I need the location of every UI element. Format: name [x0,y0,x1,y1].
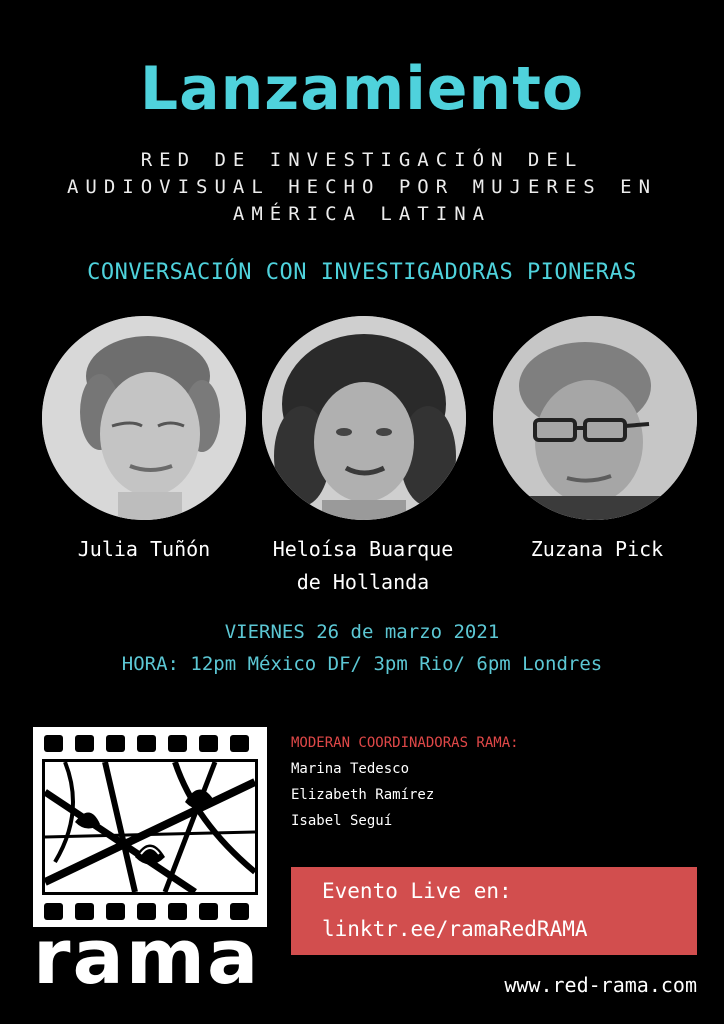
moderator-name: Elizabeth Ramírez [291,787,435,803]
speaker-photo-zuzana [493,316,697,520]
network-name [60,147,664,228]
film-strip-graphic [33,727,267,927]
event-title: Lanzamiento [139,54,585,124]
speaker-name-line: de Hollanda [296,570,430,594]
live-event-banner[interactable] [291,867,697,955]
rama-logo [33,727,267,927]
moderator-name: Marina Tedesco [291,761,410,777]
event-time: HORA: 12pm México DF/ 3pm Rio/ 6pm Londres [121,653,603,675]
speaker-photo-julia [42,316,246,520]
section-heading: CONVERSACIÓN CON INVESTIGADORAS PIONERAS [87,260,637,285]
speaker-name-line: Heloísa Buarque [272,537,454,561]
network-name-line: AUDIOVISUAL HECHO POR MUJERES EN [66,176,658,198]
live-event-label: Evento Live en: [322,879,512,903]
website-link[interactable]: www.red-rama.com [504,973,697,997]
live-event-link[interactable]: linktr.ee/ramaRedRAMA [322,917,588,941]
moderators-block [291,730,519,834]
event-date: VIERNES 26 de marzo 2021 [224,621,500,643]
network-name-line: AMÉRICA LATINA [232,203,492,225]
portrait-image [262,316,466,520]
portrait-image [42,316,246,520]
event-schedule [0,616,724,680]
portrait-image [493,316,697,520]
botanical-illustration [42,759,258,895]
speaker-photo-heloisa [262,316,466,520]
speaker-name: Julia Tuñón [77,537,211,561]
rama-wordmark: rama [33,912,261,1001]
moderator-name: Isabel Seguí [291,813,393,829]
speaker-name: Zuzana Pick [530,537,664,561]
network-name-line: RED DE INVESTIGACIÓN DEL [140,149,584,171]
moderators-heading: MODERAN COORDINADORAS RAMA: [291,735,519,751]
speaker-name [245,533,481,599]
